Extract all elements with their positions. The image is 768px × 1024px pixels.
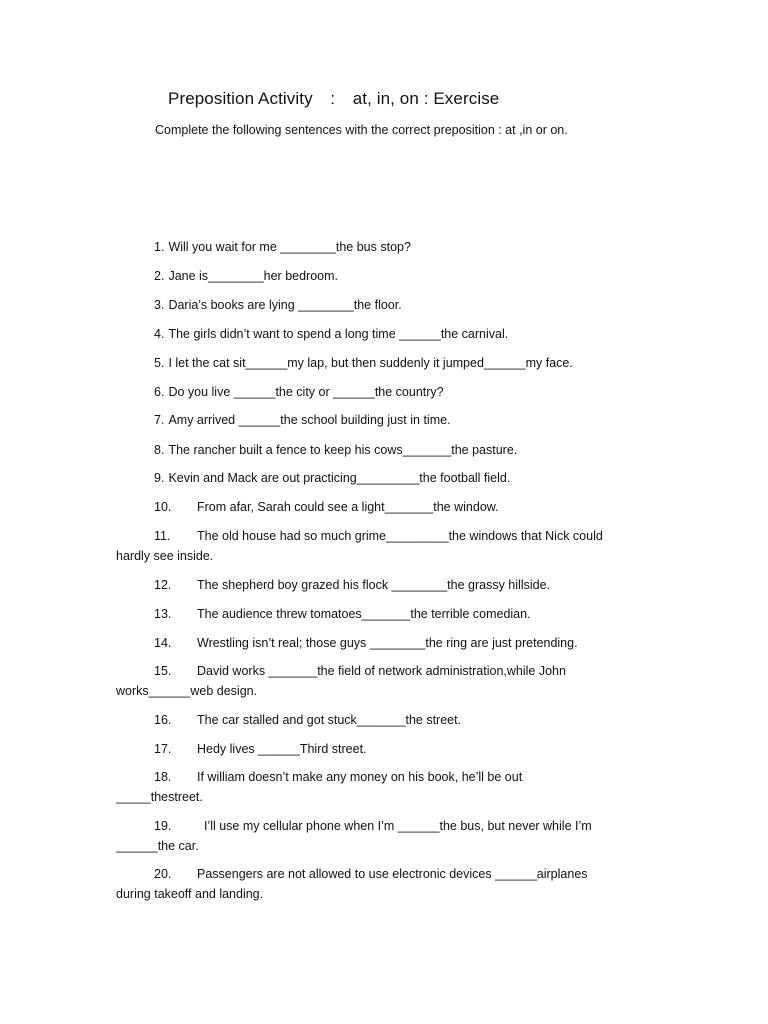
item-number: 1.: [154, 240, 165, 254]
exercise-item: [116, 576, 656, 596]
item-text: Wrestling isn’t real; those guys ________the ring are just pretending.: [197, 636, 578, 650]
item-number: 17.: [154, 742, 172, 756]
item-number: 13.: [154, 607, 172, 621]
exercise-item: [154, 325, 508, 345]
item-text: Kevin and Mack are out practicing_________the football field.: [168, 471, 511, 485]
item-text: From afar, Sarah could see a light_______the window.: [197, 500, 499, 514]
item-number: 2.: [154, 269, 165, 283]
item-text: Jane is________her bedroom.: [168, 269, 339, 283]
item-text: Passengers are not allowed to use electronic devices ______airplanes: [197, 867, 588, 881]
title-left: Preposition Activity: [168, 89, 313, 108]
item-text: The girls didn’t want to spend a long time ______the carnival.: [168, 327, 509, 341]
item-number: 10.: [154, 500, 172, 514]
item-text: Hedy lives ______Third street.: [197, 742, 367, 756]
item-number: 8.: [154, 443, 165, 457]
exercise-item: [116, 817, 656, 856]
exercise-item: [154, 411, 451, 431]
title-right: at, in, on : Exercise: [352, 89, 500, 108]
item-text: David works _______the field of network administration,while John: [197, 664, 566, 678]
item-number: 20.: [154, 867, 172, 881]
item-number: 11.: [154, 529, 171, 543]
item-number: 18.: [154, 770, 172, 784]
exercise-item: [116, 740, 656, 760]
page-title: [168, 89, 499, 109]
item-text-continued: _____thestreet.: [116, 789, 203, 804]
exercise-item: [116, 498, 656, 518]
item-text: The rancher built a fence to keep his cows_______the pasture.: [168, 443, 518, 457]
item-number: 15.: [154, 664, 172, 678]
item-text: I’ll use my cellular phone when I’m ______the bus, but never while I’m: [197, 819, 592, 833]
item-number: 14.: [154, 636, 172, 650]
item-text: The shepherd boy grazed his flock ________the grassy hillside.: [197, 578, 550, 592]
item-text-continued: during takeoff and landing.: [116, 886, 264, 901]
item-text: Will you wait for me ________the bus stop?: [168, 240, 411, 254]
exercise-item: [154, 354, 573, 374]
item-text-continued: works______web design.: [116, 683, 258, 698]
exercise-item: [154, 238, 411, 258]
instruction-text: Complete the following sentences with the correct preposition : at ,in or on.: [155, 123, 568, 137]
exercise-item: [116, 662, 656, 701]
exercise-item: [116, 634, 656, 654]
item-number: 12.: [154, 578, 172, 592]
item-text: The audience threw tomatoes_______the terrible comedian.: [197, 607, 531, 621]
item-text: The old house had so much grime_________the windows that Nick could: [197, 529, 603, 543]
exercise-item: [116, 768, 656, 807]
item-text-continued: hardly see inside.: [116, 548, 214, 563]
exercise-item: [116, 527, 656, 566]
item-text-continued: ______the car.: [116, 838, 199, 853]
item-number: 4.: [154, 327, 165, 341]
item-number: 19.: [154, 819, 172, 833]
item-number: 9.: [154, 471, 165, 485]
item-text: Amy arrived ______the school building just in time.: [168, 413, 451, 427]
item-number: 3.: [154, 298, 165, 312]
item-number: 6.: [154, 385, 165, 399]
item-number: 16.: [154, 713, 172, 727]
item-text: The car stalled and got stuck_______the street.: [197, 713, 462, 727]
item-number: 5.: [154, 356, 165, 370]
item-text: If william doesn’t make any money on his book, he’ll be out: [197, 770, 523, 784]
item-text: Daria’s books are lying ________the floor.: [168, 298, 402, 312]
exercise-item: [154, 441, 517, 461]
exercise-item: [154, 383, 444, 403]
exercise-item: [154, 267, 338, 287]
title-separator: :: [330, 89, 336, 108]
item-number: 7.: [154, 413, 165, 427]
exercise-item: [154, 469, 510, 489]
exercise-item: [116, 865, 656, 904]
item-text: Do you live ______the city or ______the country?: [168, 385, 444, 399]
item-text: I let the cat sit______my lap, but then suddenly it jumped______my face.: [168, 356, 573, 370]
exercise-item: [116, 711, 656, 731]
exercise-item: [154, 296, 402, 316]
exercise-item: [116, 605, 656, 625]
